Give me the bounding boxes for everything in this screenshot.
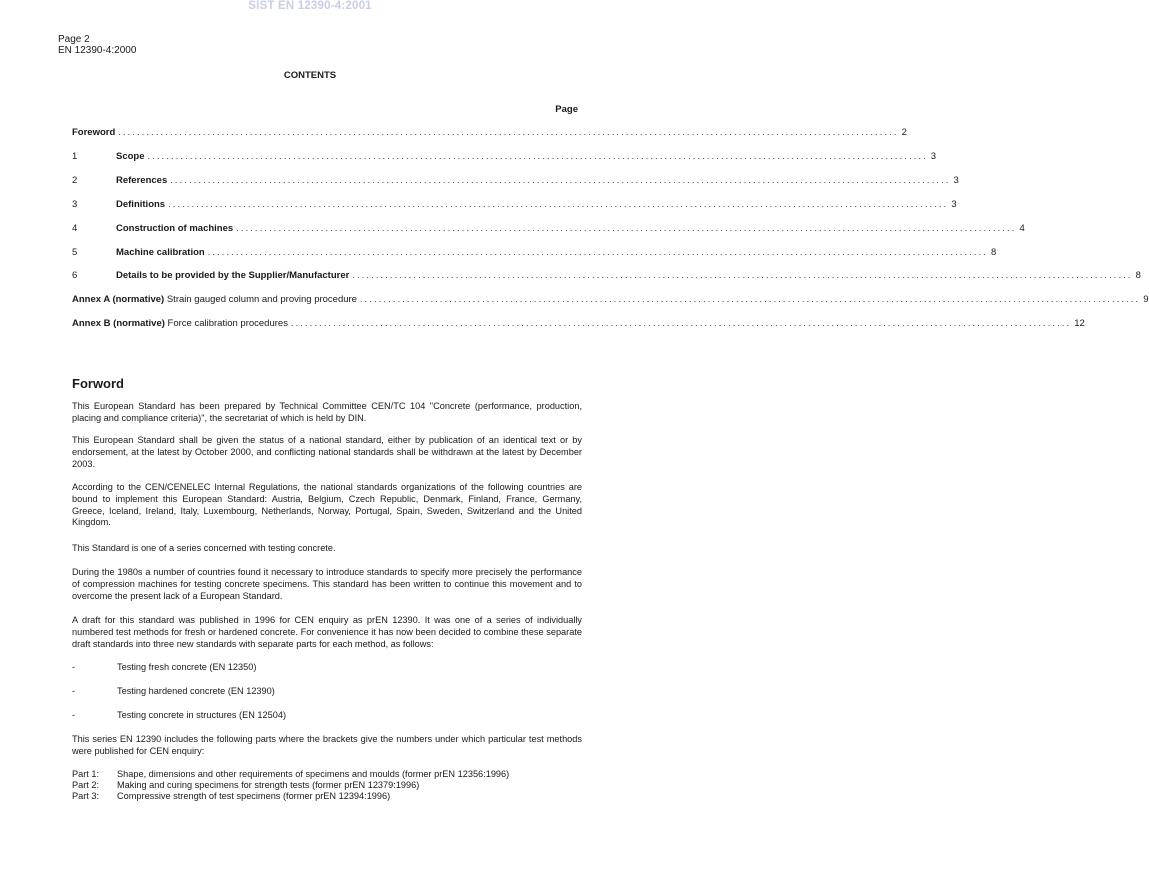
toc-entry-scope[interactable] <box>72 151 937 164</box>
toc-entry-title: Construction of machines <box>116 223 234 234</box>
foreword-paragraph-6: A draft for this standard was published in 1996 for CEN enquiry as prEN 12390. It was one of a series of individually numbered test methods for fresh or hardened concrete. For convenience it has now been decided to combine these separate draft standards into three new standards with separate parts for each method, as follows: <box>72 615 582 649</box>
foreword-paragraph-5: During the 1980s a number of countries found it necessary to introduce standards to specify more precisely the performance of compression machines for testing concrete specimens. This standard has been written to continue this movement and to overcome the present lack of a European Standard. <box>72 567 582 601</box>
toc-entry-title: Force calibration procedures <box>164 318 288 329</box>
toc-entry-prefix: Annex B (normative) <box>72 318 165 329</box>
list-item <box>72 686 275 696</box>
foreword-paragraph-4: This Standard is one of a series concerned with testing concrete. <box>72 543 336 553</box>
part-text: Shape, dimensions and other requirements of specimens and moulds (former prEN 12356:1996) <box>117 769 510 779</box>
toc-entry-foreword[interactable] <box>72 127 907 140</box>
toc-entry-number: 5 <box>72 247 78 258</box>
part-list-item <box>72 791 390 802</box>
contents-title: CONTENTS <box>283 70 337 81</box>
toc-entry-definitions[interactable] <box>72 199 957 212</box>
toc-entry-number: 6 <box>72 270 78 281</box>
toc-page-number: 3 <box>953 175 959 186</box>
page-number-header: Page 2 <box>58 34 90 45</box>
toc-entry-title: Strain gauged column and proving procedure <box>164 294 357 305</box>
toc-page-number: 2 <box>901 127 907 138</box>
toc-entry-annex-b[interactable] <box>72 318 1085 331</box>
toc-entry-details-supplier[interactable] <box>72 270 1141 283</box>
toc-leader-dots: ...................................................................................................................................................................... <box>290 318 1072 328</box>
part-text: Compressive strength of test specimens (former prEN 12394:1996) <box>117 791 391 801</box>
watermark: SIST EN 12390-4:2001 <box>248 0 372 12</box>
toc-leader-dots: ...................................................................................................................................................................... <box>207 247 988 257</box>
toc-entry-title: Scope <box>116 151 145 162</box>
part-list-item <box>72 780 419 791</box>
toc-entry-machine-calibration[interactable] <box>72 247 997 260</box>
toc-page-number: 3 <box>951 199 957 210</box>
toc-page-number: 4 <box>1019 223 1025 234</box>
foreword-paragraph-3: According to the CEN/CENELEC Internal Regulations, the national standards organizations of the following countries are bound to implement this European Standard: Austria, Belgium, Czech Republic, Denmark, Finland, France, Germany, Greece, Iceland, Ireland, Italy, Luxembourg, Netherlands, Norway, Portugal, Spain, Sweden, Switzerland and the United Kingdom. <box>72 482 582 528</box>
part-label: Part 3: <box>72 791 100 801</box>
toc-page-number: 3 <box>930 151 937 162</box>
toc-entry-references[interactable] <box>72 175 959 188</box>
toc-entry-annex-a[interactable] <box>72 294 1149 307</box>
toc-entry-construction-of-machines[interactable] <box>72 223 1025 236</box>
list-bullet: - <box>72 662 76 672</box>
toc-leader-dots: ...................................................................................................................................................................... <box>352 270 1133 280</box>
part-list-item <box>72 769 509 780</box>
toc-entry-number: 1 <box>72 151 78 162</box>
list-item-text: Testing fresh concrete (EN 12350) <box>117 662 257 672</box>
list-item <box>72 662 256 672</box>
toc-entry-number: 2 <box>72 175 78 186</box>
list-bullet: - <box>72 686 76 696</box>
toc-entry-title: References <box>116 175 168 186</box>
list-bullet: - <box>72 710 76 720</box>
toc-leader-dots: ...................................................................................................................................................................... <box>236 223 1017 233</box>
toc-entry-title: Machine calibration <box>116 247 205 258</box>
toc-entry-prefix: Foreword <box>72 127 116 138</box>
document-id-header: EN 12390-4:2000 <box>58 45 137 56</box>
toc-page-number: 12 <box>1074 318 1085 329</box>
toc-leader-dots: ...................................................................................................................................................................... <box>118 127 899 137</box>
toc-entry-prefix: Annex A (normative) <box>72 294 165 305</box>
list-item-text: Testing hardened concrete (EN 12390) <box>117 686 275 696</box>
foreword-paragraph-7: This series EN 12390 includes the following parts where the brackets give the numbers under which particular test methods were published for CEN enquiry: <box>72 734 582 756</box>
toc-leader-dots: ...................................................................................................................................................................... <box>168 199 949 209</box>
toc-leader-dots: ...................................................................................................................................................................... <box>359 294 1141 304</box>
toc-leader-dots: ...................................................................................................................................................................... <box>147 151 928 161</box>
foreword-paragraph-2: This European Standard shall be given the status of a national standard, either by publication of an identical text or by endorsement, at the latest by October 2000, and conflicting national standards shall be withdrawn at the latest by December 2003. <box>72 435 582 469</box>
part-label: Part 1: <box>72 769 100 779</box>
part-label: Part 2: <box>72 780 100 790</box>
toc-page-number: 8 <box>1135 270 1141 281</box>
list-item-text: Testing concrete in structures (EN 12504) <box>117 710 287 720</box>
toc-entry-title: Definitions <box>116 199 166 210</box>
foreword-heading: Forword <box>72 376 124 391</box>
toc-entry-title: Details to be provided by the Supplier/Manufacturer <box>116 270 350 281</box>
toc-leader-dots: ...................................................................................................................................................................... <box>170 175 951 185</box>
part-text: Making and curing specimens for strength tests (former prEN 12379:1996) <box>117 780 420 790</box>
foreword-paragraph-1: This European Standard has been prepared by Technical Committee CEN/TC 104 "Concrete (performance, production, placing and compliance criteria)", the secretariat of which is held by DIN. <box>72 401 582 423</box>
list-item <box>72 710 286 720</box>
toc-entry-number: 4 <box>72 223 78 234</box>
toc-page-number: 8 <box>990 247 997 258</box>
page-column-heading: Page <box>555 104 578 115</box>
toc-entry-number: 3 <box>72 199 78 210</box>
toc-page-number: 9 <box>1143 294 1149 305</box>
